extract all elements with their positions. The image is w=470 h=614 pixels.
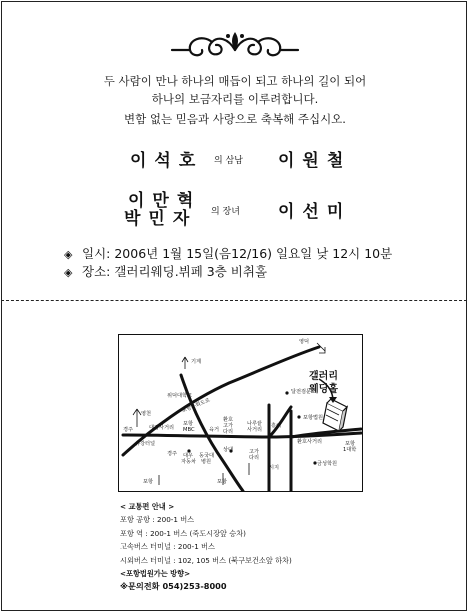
transit-heading: < 교통편 안내 > (120, 502, 175, 511)
groom-name: 이원철 (278, 151, 352, 171)
bride-mother-name: 박민자 (124, 209, 198, 229)
groom-relation: 의 삼남 (214, 156, 243, 166)
bride-father-name: 이만혁 (128, 191, 202, 211)
verse-line-1: 두 사람이 만나 하나의 매듭이 되고 하나의 길이 되어 (103, 74, 367, 88)
transit-guide (120, 500, 292, 594)
venue-label-2: 웨딩홀 (309, 384, 338, 395)
verse-line-2: 하나의 보금자리를 이루려합니다. (151, 92, 319, 106)
map-label: 사거리 (247, 427, 263, 433)
map-label: 다리 (249, 455, 260, 461)
bride-name: 이선미 (278, 202, 352, 222)
map-label: 달전검문소 (291, 389, 317, 395)
contact-phone: ※문의전화 054)253-8000 (120, 581, 227, 592)
map-label: 포항법원 (303, 415, 324, 421)
map-label: 육거 (209, 427, 220, 433)
map-label: 포항우회도로 (180, 397, 212, 415)
map-label: 다리 (223, 429, 234, 435)
diamond-bullet-icon: ◈ (64, 248, 73, 261)
date-line (64, 244, 392, 262)
map-roads (119, 335, 363, 492)
transit-court-direction: <포항법원가는 방향> (120, 569, 191, 579)
map-label: 동국대 (199, 453, 215, 459)
map-label: 대잠사거리 (149, 425, 175, 431)
place-text: 장소: 갤러리웨딩.뷔페 3층 비취홀 (82, 264, 268, 279)
location-map (118, 334, 363, 492)
map-label: 경주 (167, 451, 178, 457)
map-label: 유강터널 (135, 441, 156, 447)
map-label: 시지 (269, 465, 280, 471)
verse-line-3: 변함 없는 믿음과 사랑으로 축복해 주십시오. (124, 112, 346, 126)
map-label: 1대학 (343, 447, 357, 453)
diamond-bullet-icon: ◈ (64, 266, 73, 279)
bride-relation: 의 장녀 (211, 207, 240, 217)
map-label: 기계 (191, 359, 202, 365)
map-label: 포항 (345, 441, 356, 447)
flourish-ornament (168, 26, 302, 62)
map-label: 흥해 (271, 423, 282, 429)
map-label: 병원 (201, 459, 212, 465)
transit-station: 포항 역 : 200-1 버스 (죽도시장앞 승차) (120, 528, 246, 538)
map-label: 경주 (123, 427, 134, 433)
groom-parent-name: 이석호 (130, 151, 204, 171)
transit-intercity: 시외버스 터미널 : 102, 105 버스 (북구보건소앞 하차) (120, 555, 292, 565)
map-label: 고가 (223, 423, 234, 429)
map-label: 대우 (183, 453, 194, 459)
map-label: 고가 (249, 449, 260, 455)
map-label: 위덕대학교 (167, 393, 193, 399)
place-line (64, 262, 267, 280)
verse-block (0, 72, 470, 128)
venue-building-icon (323, 399, 347, 431)
map-label: 나루끝 (247, 421, 263, 427)
map-label: 포항 (217, 479, 228, 485)
map-label: MBC (183, 427, 195, 433)
date-text: 일시: 2006년 1월 15일(음12/16) 일요일 낮 12시 10분 (82, 246, 393, 261)
map-label: 금성학원 (317, 461, 338, 467)
map-label: 환호사거리 (297, 439, 323, 445)
venue-label-1: 갤러리 (309, 371, 338, 382)
map-label: 포항 (183, 421, 194, 427)
map-label: 자동차 (181, 459, 197, 465)
cut-line-divider (1, 300, 467, 301)
map-label: 상대 (223, 447, 234, 453)
map-label: 영덕 (299, 339, 310, 345)
transit-express: 고속버스 터미널 : 200-1 버스 (120, 542, 215, 552)
map-label: 영천 (141, 411, 152, 417)
map-label: 환호 (223, 417, 234, 423)
map-label: 포항 (143, 479, 154, 485)
transit-airport: 포항 공항 : 200-1 버스 (120, 515, 195, 525)
